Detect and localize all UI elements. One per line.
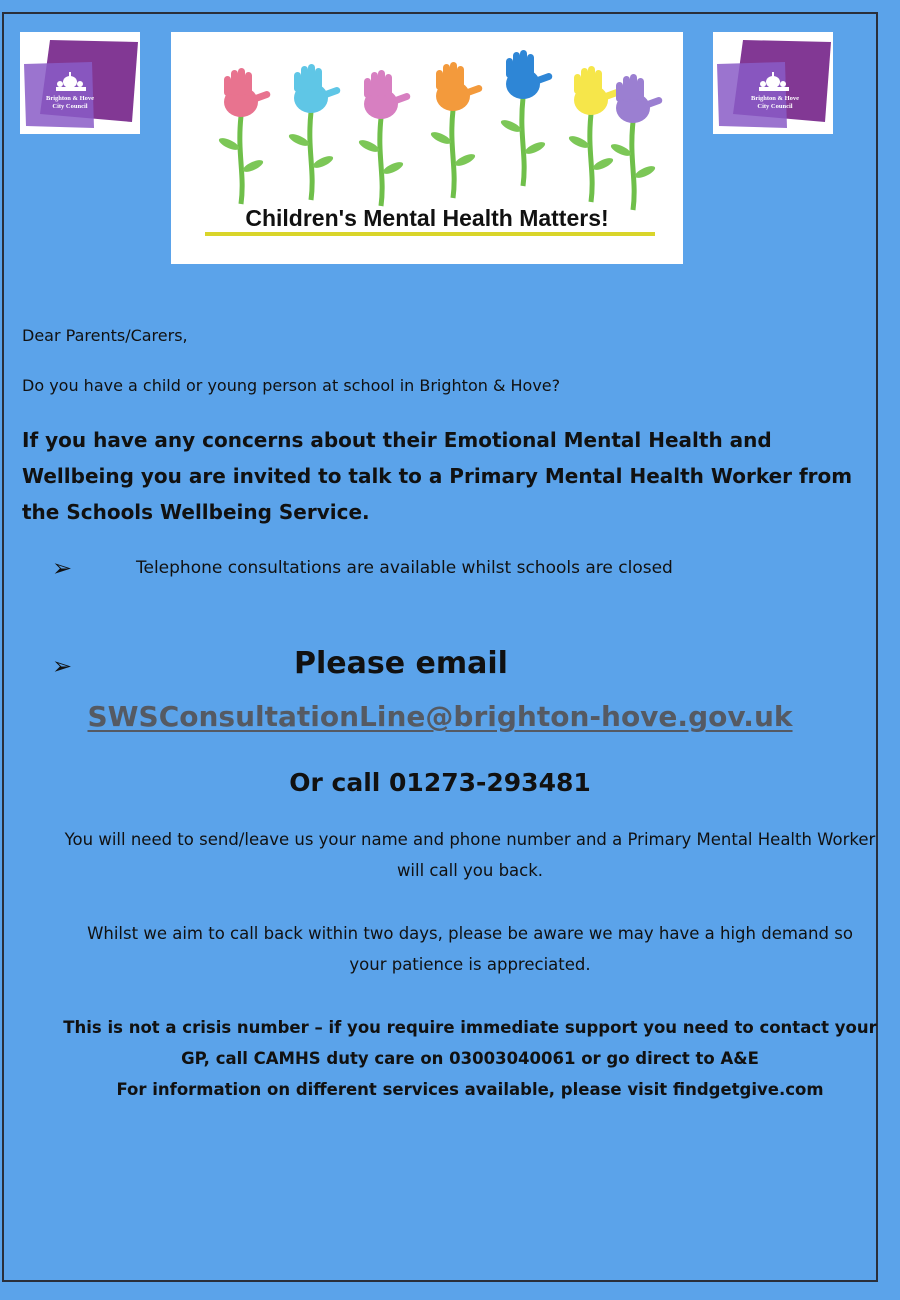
callback-paragraph: You will need to send/leave us your name and phone number and a Primary Mental Health Worker will call you back. bbox=[64, 830, 876, 880]
please-email-heading: Please email bbox=[294, 646, 508, 681]
bullet-telephone bbox=[52, 554, 673, 582]
arrow-bullet-icon: ➢ bbox=[52, 554, 73, 582]
intro-paragraph: If you have any concerns about their Emotional Mental Health and Wellbeing you are invited to talk to a Primary Mental Health Worker from the Schools Wellbeing Service. bbox=[22, 428, 853, 524]
handprint-flower-icon bbox=[567, 66, 621, 202]
logo-text-line1: Brighton & Hove bbox=[750, 95, 800, 102]
handprint-flower-icon bbox=[357, 70, 411, 206]
handprint-flower-icon bbox=[609, 74, 663, 210]
handprint-flower-icon bbox=[429, 62, 483, 198]
mental-health-banner bbox=[171, 32, 683, 264]
question-line: Do you have a child or young person at school in Brighton & Hove? bbox=[22, 376, 561, 395]
logo-text-line2: City Council bbox=[52, 103, 88, 110]
council-logo-right bbox=[713, 32, 833, 134]
bullet-telephone-text: Telephone consultations are available whilst schools are closed bbox=[136, 558, 673, 578]
demand-paragraph: Whilst we aim to call back within two days, please be aware we may have a high demand so your patience is appreciated. bbox=[87, 924, 853, 974]
page-right-margin bbox=[888, 0, 900, 1300]
banner-title: Children's Mental Health Matters! bbox=[245, 205, 609, 231]
email-link[interactable]: SWSConsultationLine@brighton-hove.gov.uk bbox=[87, 700, 793, 733]
phone-line: Or call 01273-293481 bbox=[289, 768, 591, 797]
logo-text-line2: City Council bbox=[757, 103, 793, 110]
arrow-bullet-icon: ➢ bbox=[52, 652, 73, 680]
handprint-flowers-illustration bbox=[171, 32, 683, 264]
banner-underline bbox=[205, 232, 655, 236]
handprint-flower-icon bbox=[499, 50, 553, 186]
greeting: Dear Parents/Carers, bbox=[22, 326, 188, 345]
crisis-notice bbox=[60, 1012, 880, 1105]
services-info-line: For information on different services available, please visit findgetgive.com bbox=[116, 1080, 824, 1099]
handprint-flower-icon bbox=[217, 68, 271, 204]
handprint-flower-icon bbox=[287, 64, 341, 200]
council-logo-left bbox=[20, 32, 140, 134]
logo-text-line1: Brighton & Hove bbox=[45, 95, 95, 102]
pavilion-logo-icon bbox=[20, 32, 140, 134]
crisis-notice-line: This is not a crisis number – if you require immediate support you need to contact your GP, call CAMHS duty care on 03003040061 or go direct to A&E bbox=[63, 1018, 877, 1068]
pavilion-logo-icon bbox=[713, 32, 833, 134]
